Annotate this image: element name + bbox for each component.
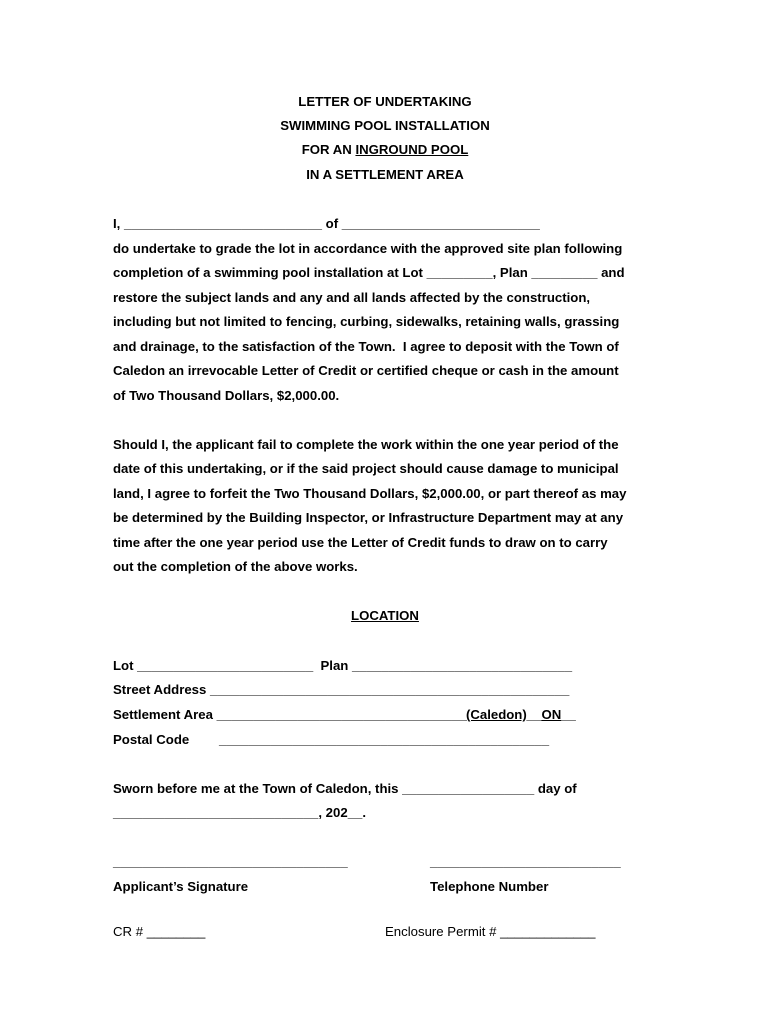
title-line-2: SWIMMING POOL INSTALLATION	[280, 118, 490, 133]
street-address-line: Street Address _________________________________________________	[113, 682, 570, 697]
enclosure-permit-number: Enclosure Permit # _____________	[385, 924, 596, 939]
telephone-label: Telephone Number	[430, 879, 549, 894]
title-line-1: LETTER OF UNDERTAKING	[298, 94, 472, 109]
title-line-4: IN A SETTLEMENT AREA	[306, 167, 464, 182]
settlement-province: ON	[541, 707, 562, 722]
paragraph1-line: of Two Thousand Dollars, $2,000.00.	[113, 388, 340, 403]
lot-plan-line: Lot ________________________ Plan ______________________________	[113, 658, 573, 673]
paragraph1-line: Caledon an irrevocable Letter of Credit or certified cheque or cash in the amount	[113, 363, 619, 378]
settlement-caledon: (Caledon)	[465, 707, 527, 722]
paragraph2-line: be determined by the Building Inspector, or Infrastructure Department may at any	[113, 510, 624, 525]
cr-number: CR # ________	[113, 924, 206, 939]
applicant-signature-blank: ________________________________	[113, 854, 348, 869]
paragraph1-line: do undertake to grade the lot in accordance with the approved site plan following	[113, 241, 623, 256]
paragraph1-line: restore the subject lands and any and all lands affected by the construction,	[113, 290, 591, 305]
settlement-end: __	[561, 707, 576, 722]
paragraph2-line: time after the one year period use the Letter of Credit funds to draw on to carry	[113, 535, 608, 550]
postal-code-blank: _____________________________________________	[219, 732, 550, 747]
title-line-3-underlined: INGROUND POOL	[355, 142, 469, 157]
paragraph1-line: completion of a swimming pool installation at Lot _________, Plan _________ and	[113, 265, 625, 280]
paragraph1-line: including but not limited to fencing, curbing, sidewalks, retaining walls, grassing	[113, 314, 620, 329]
paragraph2-line: out the completion of the above works.	[113, 559, 358, 574]
paragraph1-line: I, ___________________________ of ___________________________	[113, 216, 540, 231]
sworn-line-1: Sworn before me at the Town of Caledon, this __________________ day of	[113, 781, 577, 796]
sworn-line-2: ____________________________, 202__.	[113, 805, 367, 820]
postal-code-label: Postal Code	[113, 732, 190, 747]
settlement-area-line	[113, 707, 576, 723]
location-heading: LOCATION	[351, 608, 419, 623]
applicant-signature-label: Applicant’s Signature	[113, 879, 249, 894]
paragraph2-line: land, I agree to forfeit the Two Thousand Dollars, $2,000.00, or part thereof as may	[113, 486, 627, 501]
settlement-area-prefix: Settlement Area __________________________________	[113, 707, 466, 722]
paragraph1-line: and drainage, to the satisfaction of the Town. I agree to deposit with the Town of	[113, 339, 619, 354]
title-line-3	[0, 142, 770, 158]
paragraph2-line: date of this undertaking, or if the said project should cause damage to municipal	[113, 461, 619, 476]
settlement-separator: __	[526, 707, 542, 722]
telephone-blank: __________________________	[430, 854, 621, 869]
paragraph2-line: Should I, the applicant fail to complete the work within the one year period of the	[113, 437, 619, 452]
title-line-3-prefix: FOR AN	[301, 142, 356, 157]
